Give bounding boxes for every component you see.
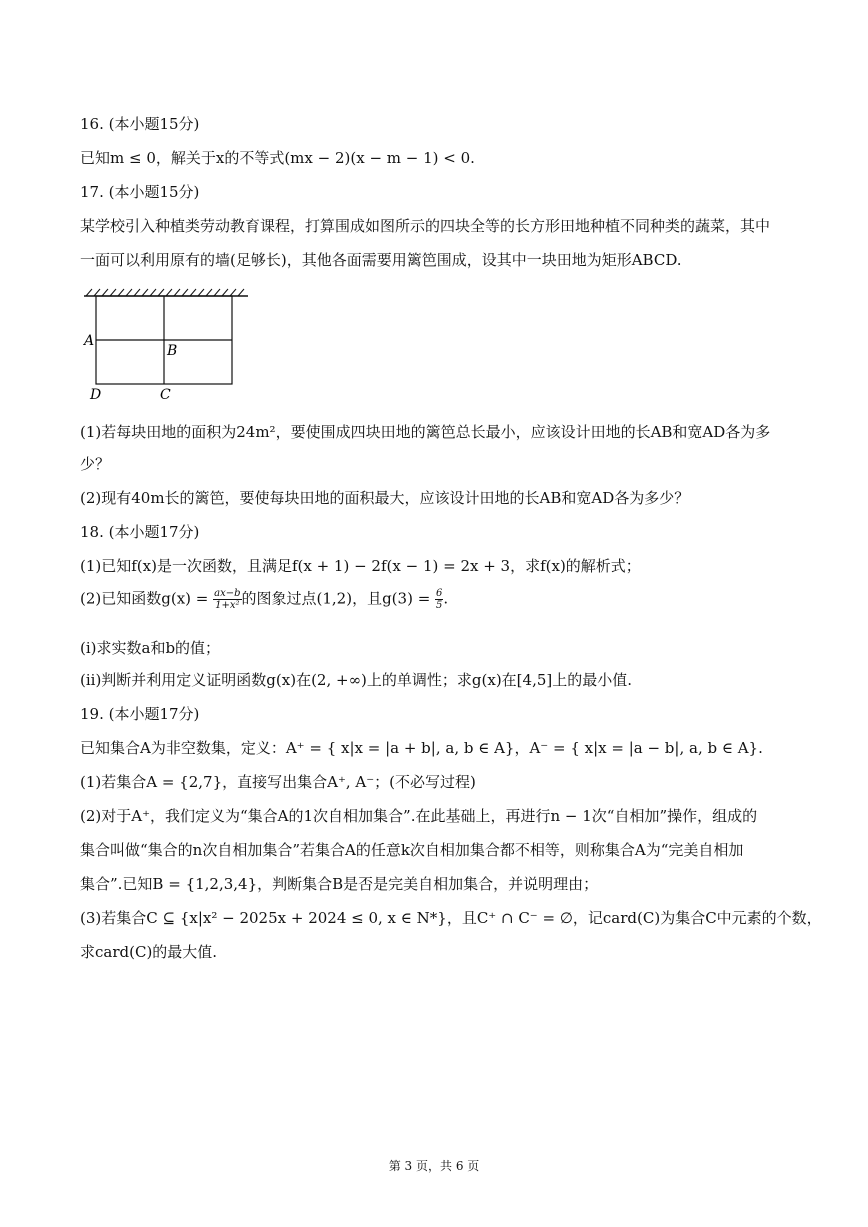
q17-header: 17. (本小题15分) xyxy=(80,183,200,201)
page-footer: 第 3 页，共 6 页 xyxy=(388,1159,480,1173)
q18-part2-middle: 的图象过点(1,2)，且g(3) = xyxy=(241,589,436,608)
q19-part2-line2: 集合叫做“集合的n次自相加集合”若集合A的任意k次自相加集合都不相等，则称集合A为“完美自相加 xyxy=(80,841,744,859)
q19-part2-line1: (2)对于A⁺，我们定义为“集合A的1次自相加集合”.在此基础上，再进行n − 1次“自相加”操作，组成的 xyxy=(80,807,758,825)
wall-hatching xyxy=(86,289,244,296)
q19-definition: 已知集合A为非空数集，定义：A⁺ = { x|x = |a + b|, a, b ∈ A}，A⁻ = { x|x = |a − b|, a, b ∈ A}. xyxy=(80,739,763,757)
q19-part1: (1)若集合A = {2,7}，直接写出集合A⁺, A⁻；(不必写过程) xyxy=(80,773,476,791)
q17-part2: (2)现有40m长的篱笆，要使每块田地的面积最大，应该设计田地的长AB和宽AD各为多少？ xyxy=(80,489,690,507)
q18-fraction2-num: 6 xyxy=(436,588,443,599)
q17-text-1: 某学校引入种植类劳动教育课程，打算围成如图所示的四块全等的长方形田地种植不同种类的蔬菜，其中 xyxy=(80,217,771,235)
q17-part1-line2: 少？ xyxy=(80,455,111,473)
label-a: A xyxy=(84,333,95,349)
q18-part2-suffix: . xyxy=(443,589,449,608)
label-d: D xyxy=(90,387,102,402)
q18-part2-prefix: (2)已知函数g(x) = xyxy=(80,589,214,608)
q18-part2-i: (i)求实数a和b的值； xyxy=(80,639,221,657)
q17-part1-line1: (1)若每块田地的面积为24m²，要使围成四块田地的篱笆总长最小，应该设计田地的长AB和宽AD各为多 xyxy=(80,423,771,441)
q18-fraction xyxy=(213,588,241,611)
q18-fraction-num: ax−b xyxy=(214,588,241,599)
q18-header: 18. (本小题17分) xyxy=(80,523,200,541)
q19-header: 19. (本小题17分) xyxy=(80,705,200,723)
q18-part2-ii: (ii)判断并利用定义证明函数g(x)在(2, +∞)上的单调性；求g(x)在[4,5]上的最小值. xyxy=(80,671,633,689)
q19-part3-line2: 求card(C)的最大值. xyxy=(80,943,218,961)
q16-header: 16. (本小题15分) xyxy=(80,115,200,133)
label-c: C xyxy=(160,387,171,402)
q18-part1: (1)已知f(x)是一次函数，且满足f(x + 1) − 2f(x − 1) = 2x + 3，求f(x)的解析式； xyxy=(80,557,641,575)
q17-text-2: 一面可以利用原有的墙(足够长)，其他各面需要用篱笆围成，设其中一块田地为矩形ABCD. xyxy=(80,251,682,269)
q18-fraction2-den: 5 xyxy=(436,600,443,611)
label-b: B xyxy=(167,343,178,359)
q19-part2-line3: 集合”.已知B = {1,2,3,4}，判断集合B是否是完美自相加集合，并说明理由； xyxy=(80,875,599,893)
q18-fraction-den: 1+x² xyxy=(215,600,240,611)
field-diagram xyxy=(82,286,252,402)
q18-part2 xyxy=(80,588,800,611)
q16-text: 已知m ≤ 0，解关于x的不等式(mx − 2)(x − m − 1) < 0. xyxy=(80,149,475,167)
q19-part3-line1: (3)若集合C ⊆ {x|x² − 2025x + 2024 ≤ 0, x ∈ N*}，且C⁺ ∩ C⁻ = ∅，记card(C)为集合C中元素的个数， xyxy=(80,909,822,927)
